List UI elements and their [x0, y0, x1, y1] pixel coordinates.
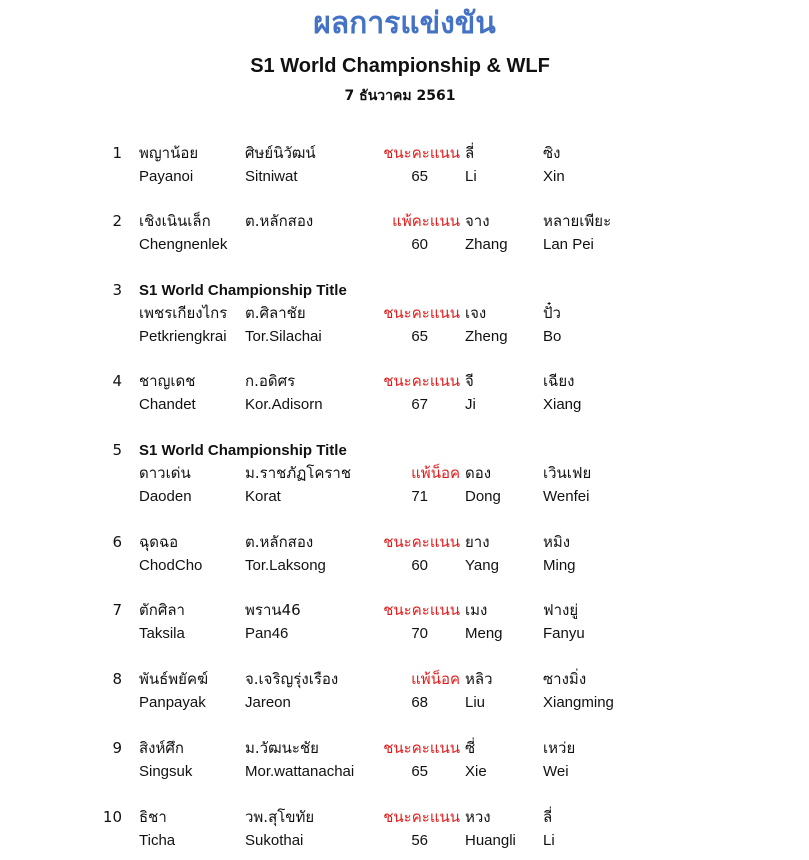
bout-result: ชนะคะแนน [383, 739, 460, 757]
fighter-a-english: Payanoi [139, 168, 194, 185]
bout-entry [0, 210, 809, 256]
camp-a-thai: พราน46 [245, 601, 301, 619]
camp-a-thai: ศิษย์นิวัฒน์ [245, 144, 316, 162]
fighter-a-thai: เพชรเกียงไกร [139, 304, 228, 322]
english-names-row [0, 393, 809, 416]
bout-weight: 65 [411, 168, 428, 185]
fighter-b2-thai: ปั๋ว [543, 304, 561, 322]
bout-result: ชนะคะแนน [383, 601, 460, 619]
fighter-b2-english: Xin [543, 168, 565, 185]
bout-entry [0, 531, 809, 577]
bout-number: 8 [112, 670, 122, 688]
bout-result: ชนะคะแนน [383, 304, 460, 322]
thai-names-row [0, 668, 809, 691]
thai-names-row [0, 370, 809, 393]
bout-number: 2 [112, 212, 122, 230]
camp-a-thai: จ.เจริญรุ่งเรือง [245, 670, 339, 688]
fighter-b-thai: หลิว [465, 670, 493, 688]
fighter-b2-thai: ฟางยู่ [543, 601, 579, 619]
camp-a-thai: ต.หลักสอง [245, 533, 314, 551]
fighter-b2-thai: เฉียง [543, 372, 575, 390]
english-names-row [0, 691, 809, 714]
bout-weight: 60 [411, 557, 428, 574]
bout-number: 6 [112, 533, 122, 551]
bout-weight: 56 [411, 832, 428, 849]
bout-entry [0, 279, 809, 348]
fighter-b2-thai: หลายเพียะ [543, 212, 612, 230]
english-names-row [0, 554, 809, 577]
fighter-b-english: Meng [465, 625, 503, 642]
fighter-a-thai: ตักศิลา [139, 601, 185, 619]
camp-a-thai: วพ.สุโขทัย [245, 808, 315, 826]
fighter-a-thai: สิงห์ศึก [139, 739, 184, 757]
bout-number: 4 [112, 372, 122, 390]
fighter-b2-thai: ลี่ [543, 808, 553, 826]
fighter-b-english: Ji [465, 396, 476, 413]
english-names-row [0, 325, 809, 348]
bout-entry [0, 370, 809, 416]
fighter-a-english: Taksila [139, 625, 185, 642]
bout-entry [0, 737, 809, 783]
fighter-a-english: Daoden [139, 488, 192, 505]
camp-a-thai: ม.วัฒนะชัย [245, 739, 319, 757]
fighter-b-thai: เจง [465, 304, 487, 322]
bout-result: แพ้น็อค [411, 670, 460, 688]
fighter-b-english: Zheng [465, 328, 508, 345]
fighter-b-thai: หวง [465, 808, 491, 826]
bout-result: ชนะคะแนน [383, 533, 460, 551]
bout-number: 5 [112, 441, 122, 459]
bout-result: ชนะคะแนน [383, 372, 460, 390]
bout-entry [0, 806, 809, 852]
camp-a-thai: ต.ศิลาชัย [245, 304, 306, 322]
bout-entry [0, 142, 809, 188]
fighter-a-thai: ชาญเดช [139, 372, 196, 390]
camp-a-english: Kor.Adisorn [245, 396, 323, 413]
bout-note-row [0, 439, 809, 462]
bout-weight: 68 [411, 694, 428, 711]
camp-a-english: Mor.wattanachai [245, 763, 355, 780]
camp-a-english: Tor.Laksong [245, 557, 326, 574]
bout-result: ชนะคะแนน [383, 144, 460, 162]
fighter-a-english: Ticha [139, 832, 176, 849]
camp-a-thai: ก.อดิศร [245, 372, 296, 390]
fighter-b-english: Liu [465, 694, 486, 711]
fighter-a-english: Singsuk [139, 763, 193, 780]
fighter-b-thai: เมง [465, 601, 488, 619]
fighter-a-english: Chandet [139, 396, 196, 413]
thai-names-row [0, 462, 809, 485]
bout-number: 7 [112, 601, 122, 619]
english-names-row [0, 760, 809, 783]
bout-number: 9 [112, 739, 122, 757]
thai-names-row [0, 806, 809, 829]
fighter-a-thai: ดาวเด่น [139, 464, 191, 482]
fighter-b-english: Huangli [465, 832, 516, 849]
english-names-row [0, 233, 809, 256]
bout-result: แพ้น็อค [411, 464, 460, 482]
bout-number: 10 [102, 808, 122, 826]
fighter-b2-english: Wei [543, 763, 569, 780]
camp-a-thai: ต.หลักสอง [245, 212, 314, 230]
fighter-b2-english: Li [543, 832, 555, 849]
bout-number: 1 [112, 144, 122, 162]
fighter-a-english: Chengnenlek [139, 236, 228, 253]
page-title: ผลการแข่งขัน [313, 6, 496, 41]
bout-weight: 60 [411, 236, 428, 253]
bout-note-row [0, 279, 809, 302]
fighter-a-thai: ธิชา [139, 808, 167, 826]
thai-names-row [0, 737, 809, 760]
fighter-b2-thai: เหว่ย [543, 739, 576, 757]
bout-entry [0, 668, 809, 714]
thai-names-row [0, 531, 809, 554]
fighter-b2-english: Lan Pei [543, 236, 594, 253]
fighter-b-thai: จาง [465, 212, 490, 230]
fighter-b2-thai: ซางมิ่ง [543, 670, 587, 688]
fighter-a-thai: ฉุดฉอ [139, 533, 179, 551]
thai-names-row [0, 142, 809, 165]
camp-a-english: Sukothai [245, 832, 304, 849]
camp-a-thai: ม.ราชภัฏโคราช [245, 464, 352, 482]
fighter-b-thai: ดอง [465, 464, 492, 482]
bout-result: ชนะคะแนน [383, 808, 460, 826]
fighter-a-thai: เชิงเนินเล็ก [139, 212, 211, 230]
fighter-b2-english: Fanyu [543, 625, 585, 642]
bout-weight: 70 [411, 625, 428, 642]
fighter-a-english: Petkriengkrai [139, 328, 227, 345]
fighter-b2-thai: หมิง [543, 533, 571, 551]
thai-names-row [0, 599, 809, 622]
thai-names-row [0, 210, 809, 233]
fighter-b-thai: ซี่ [465, 739, 476, 757]
fighter-a-english: ChodCho [139, 557, 203, 574]
fighter-b-english: Xie [465, 763, 487, 780]
fighter-a-thai: พันธ์พยัคฆ์ [139, 670, 209, 688]
camp-a-english: Tor.Silachai [245, 328, 322, 345]
english-names-row [0, 622, 809, 645]
camp-a-english: Korat [245, 488, 281, 505]
bout-weight: 65 [411, 763, 428, 780]
fighter-a-english: Panpayak [139, 694, 206, 711]
fighter-b2-english: Bo [543, 328, 562, 345]
fighter-b-thai: ยาง [465, 533, 490, 551]
fighter-b2-english: Ming [543, 557, 576, 574]
english-names-row [0, 829, 809, 852]
fighter-b-thai: จี [465, 372, 474, 390]
camp-a-english: Sitniwat [245, 168, 298, 185]
fighter-b-english: Dong [465, 488, 501, 505]
fighter-b2-thai: เวินเฟย [543, 464, 592, 482]
bout-entry [0, 599, 809, 645]
fighter-a-thai: พญาน้อย [139, 144, 199, 162]
camp-a-english: Jareon [245, 694, 291, 711]
english-names-row [0, 165, 809, 188]
bout-weight: 67 [411, 396, 428, 413]
fighter-b2-english: Xiang [543, 396, 582, 413]
bout-weight: 65 [411, 328, 428, 345]
bout-result: แพ้คะแนน [392, 212, 460, 230]
fighter-b-english: Yang [465, 557, 499, 574]
fighter-b2-thai: ซิง [543, 144, 561, 162]
title-fight-note: S1 World Championship Title [139, 282, 347, 299]
bout-entry [0, 439, 809, 508]
bout-weight: 71 [411, 488, 428, 505]
bout-number: 3 [112, 281, 122, 299]
fighter-b-thai: ลี่ [465, 144, 475, 162]
event-subtitle: S1 World Championship & WLF [250, 55, 550, 77]
thai-names-row [0, 302, 809, 325]
fighter-b2-english: Xiangming [543, 694, 614, 711]
english-names-row [0, 485, 809, 508]
title-fight-note: S1 World Championship Title [139, 442, 347, 459]
camp-a-english: Pan46 [245, 625, 289, 642]
fighter-b-english: Zhang [465, 236, 508, 253]
fighter-b-english: Li [465, 168, 477, 185]
fighter-b2-english: Wenfei [543, 488, 590, 505]
event-date: 7 ธันวาคม 2561 [344, 88, 456, 104]
